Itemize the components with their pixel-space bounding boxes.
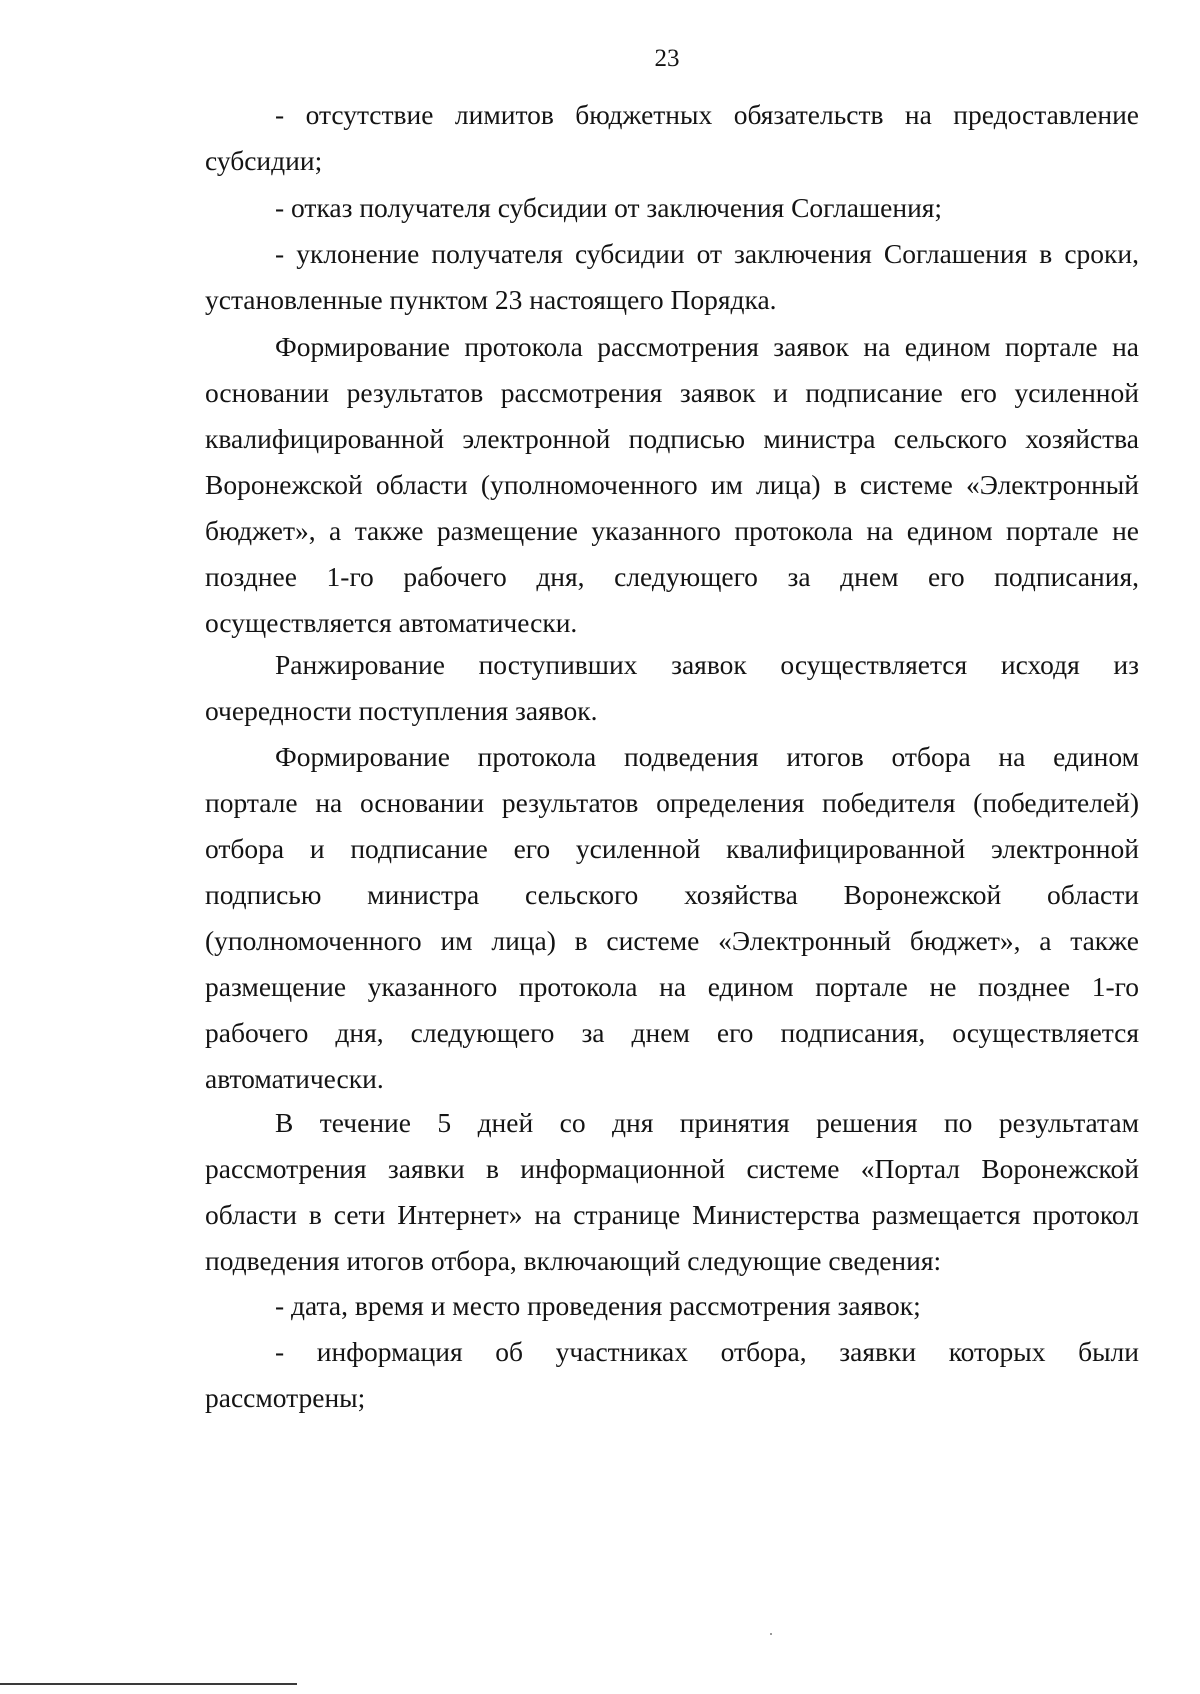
paragraph-evasion: [205, 231, 1139, 323]
text-line: квалифицированной электронной подписью министра сельского хозяйства: [205, 423, 1139, 454]
text-line: - отсутствие лимитов бюджетных обязательств на предоставление: [275, 99, 1139, 130]
text-line: позднее 1-го рабочего дня, следующего за днем его подписания,: [205, 561, 1139, 592]
text-line: - дата, время и место проведения рассмотрения заявок;: [275, 1290, 921, 1321]
bottom-rule: [0, 1683, 297, 1685]
text-line: рабочего дня, следующего за днем его подписания, осуществляется: [205, 1017, 1139, 1048]
paragraph-no-budget-limits: [205, 92, 1139, 184]
text-line: подписью министра сельского хозяйства Воронежской области: [205, 879, 1139, 910]
text-line: - информация об участниках отбора, заявки которых были: [275, 1336, 1139, 1367]
paragraph-participants-info: [205, 1329, 1139, 1421]
text-line: очередности поступления заявок.: [205, 695, 598, 726]
text-line: размещение указанного протокола на едином портале не позднее 1-го: [205, 971, 1139, 1002]
text-line: подведения итогов отбора, включающий следующие сведения:: [205, 1245, 942, 1276]
text-line: (уполномоченного им лица) в системе «Электронный бюджет», а также: [205, 925, 1139, 956]
text-line: установленные пунктом 23 настоящего Порядка.: [205, 284, 777, 315]
text-line: - уклонение получателя субсидии от заключения Соглашения в сроки,: [275, 238, 1139, 269]
paragraph-publication: [205, 1100, 1139, 1284]
paragraph-refusal: [205, 185, 1139, 231]
text-line: автоматически.: [205, 1063, 384, 1094]
text-line: - отказ получателя субсидии от заключения Соглашения;: [275, 192, 943, 223]
text-line: рассмотрены;: [205, 1382, 366, 1413]
text-line: субсидии;: [205, 145, 323, 176]
text-line: основании результатов рассмотрения заявок и подписание его усиленной: [205, 377, 1139, 408]
text-line: отбора и подписание его усиленной квалифицированной электронной: [205, 833, 1139, 864]
paragraph-date-time-place: [205, 1283, 1139, 1329]
text-line: Формирование протокола подведения итогов отбора на едином: [275, 741, 1139, 772]
paragraph-results-protocol: [205, 734, 1139, 1102]
text-line: рассмотрения заявки в информационной системе «Портал Воронежской: [205, 1153, 1139, 1184]
text-line: осуществляется автоматически.: [205, 607, 578, 638]
page-number: 23: [654, 45, 680, 72]
text-line: Воронежской области (уполномоченного им лица) в системе «Электронный: [205, 469, 1139, 500]
text-line: Ранжирование поступивших заявок осуществляется исходя из: [275, 649, 1139, 680]
text-line: портале на основании результатов определения победителя (победителей): [205, 787, 1139, 818]
text-line: области в сети Интернет» на странице Министерства размещается протокол: [205, 1199, 1139, 1230]
text-line: Формирование протокола рассмотрения заявок на едином портале на: [275, 331, 1139, 362]
paragraph-ranking: [205, 642, 1139, 734]
scan-speck: [770, 1633, 772, 1635]
text-line: бюджет», а также размещение указанного протокола на едином портале не: [205, 515, 1139, 546]
paragraph-review-protocol: [205, 324, 1139, 646]
text-line: В течение 5 дней со дня принятия решения по результатам: [275, 1107, 1139, 1138]
